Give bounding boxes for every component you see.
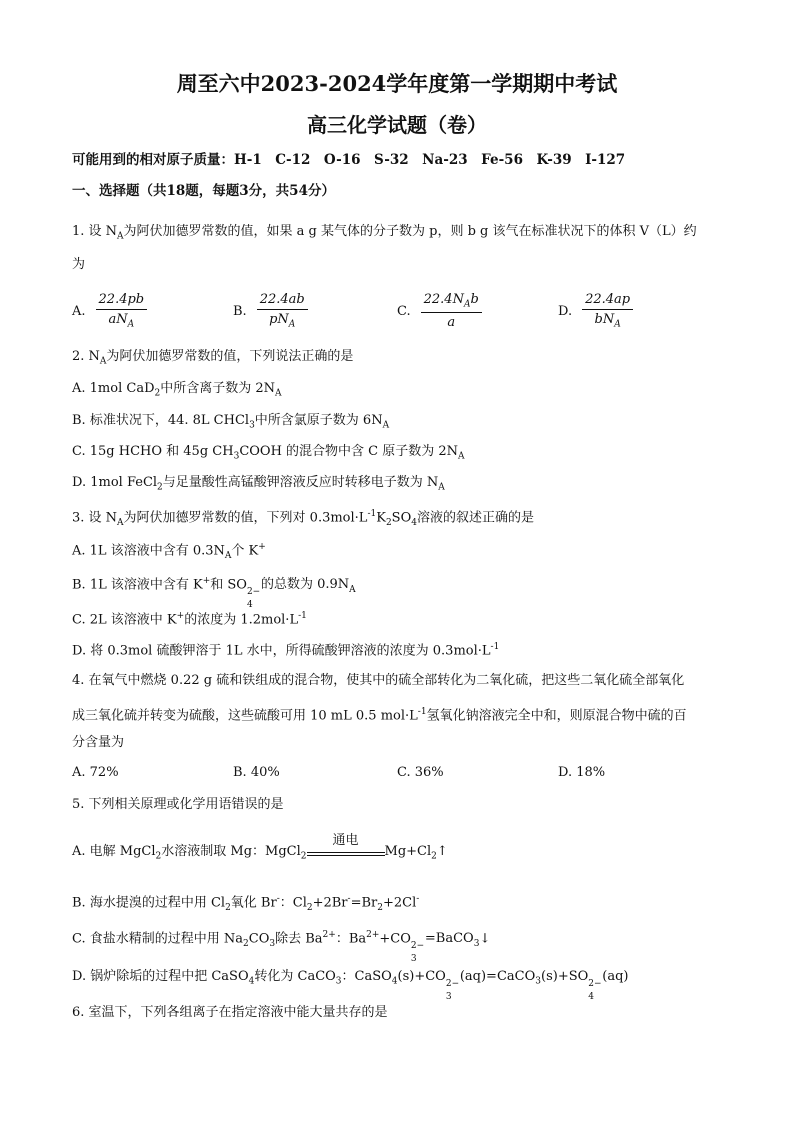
seg: (s)+SO (541, 969, 589, 984)
question-1-stem (72, 222, 752, 247)
seg: 的浓度为 1.2mol·L (184, 612, 299, 628)
seg-sub: 2 (157, 482, 163, 493)
den-sub: A (127, 319, 135, 330)
question-4-stem-2 (72, 702, 752, 726)
question-2-stem (72, 347, 752, 372)
seg: 中所含离子数为 2N (160, 381, 276, 396)
seg-sub: A (117, 517, 124, 528)
denominator: a (447, 314, 456, 330)
seg-sub: A (438, 482, 445, 493)
seg: ：Ba (335, 931, 367, 947)
numerator: 22.4ab (257, 292, 308, 310)
denominator (96, 310, 148, 330)
fraction (257, 292, 308, 330)
seg: 的总数为 0.9N (260, 577, 350, 593)
electrolysis-equals-sign (307, 832, 385, 861)
seg-sub: 2 (306, 902, 313, 913)
option-letter: D. (558, 303, 573, 319)
q1-option-c[interactable] (397, 288, 482, 334)
q1-sub: A (117, 231, 124, 242)
ion-sub: 4 (588, 992, 595, 1002)
ion-sub: 4 (246, 600, 253, 611)
seg-sup: + (176, 611, 185, 621)
ion-sup: 2− (410, 941, 425, 952)
seg-sub: 3 (535, 976, 541, 987)
num-sub: A (463, 299, 471, 310)
equals-bar (307, 852, 385, 853)
den-sub: A (288, 319, 296, 330)
q4-option-d[interactable]: D. 18% (558, 765, 606, 780)
seg-sup: - (276, 894, 280, 904)
seg: 与足量酸性高锰酸钾溶液反应时转移电子数为 N (162, 475, 439, 490)
precipitate-arrow: ↓ (479, 931, 491, 947)
seg: =Br (350, 895, 378, 911)
seg-sup: - (347, 894, 351, 904)
ion-sub: 3 (445, 992, 452, 1002)
seg-sup: -1 (490, 642, 500, 652)
option-letter: B. (233, 303, 247, 319)
seg-sup: - (416, 894, 420, 904)
seg: D. 1mol FeCl (72, 475, 158, 490)
q4-option-b[interactable]: B. 40% (233, 765, 280, 780)
seg-sup: -1 (367, 509, 377, 519)
den-text: bN (594, 312, 615, 328)
seg: C. 2L 该溶液中 K (72, 612, 177, 628)
seg: COOH 的混合物中含 C 原子数为 2N (239, 444, 459, 459)
denominator (582, 310, 633, 330)
seg: B. 1L 该溶液中含有 K (72, 577, 203, 593)
equals-bar (307, 855, 385, 856)
seg-sub: 3 (233, 451, 240, 462)
seg-sub: 2 (300, 851, 307, 862)
seg-sub: 2 (154, 388, 161, 399)
q5-option-d[interactable] (72, 967, 752, 1002)
q5-option-c[interactable] (72, 925, 752, 965)
atomic-masses: 可能用到的相对原子质量：H-1 C-12 O-16 S-32 Na-23 Fe-56 K-39 I-127 (72, 152, 626, 168)
question-1-stem-cont: 为 (72, 257, 86, 272)
seg-sup: 2+ (322, 930, 336, 940)
exam-subtitle: 高三化学试题（卷） (307, 113, 487, 137)
seg: 溶液的叙述正确的是 (416, 510, 534, 526)
seg: A. 1L 该溶液中含有 0.3N (72, 543, 225, 559)
seg-sup: 2+ (366, 930, 380, 940)
seg: =BaCO (424, 931, 474, 947)
question-3-stem (72, 504, 752, 533)
seg: (aq)=CaCO (459, 969, 536, 984)
seg: 氢氧化钠溶液完全中和，则原混合物中硫的百 (426, 708, 687, 724)
exam-title: 周至六中2023-2024学年度第一学期期中考试 (176, 71, 618, 96)
seg: C. 食盐水精制的过程中用 Na (72, 931, 244, 947)
seg: 和 SO (210, 577, 247, 593)
seg: (s)+CO (397, 969, 446, 984)
q3-option-a[interactable] (72, 537, 752, 566)
seg: 个 K (231, 543, 259, 559)
question-4-stem-3: 分含量为 (72, 735, 125, 750)
q1-option-b[interactable] (233, 288, 308, 334)
q1-option-a[interactable] (72, 288, 147, 334)
q2-sub: A (99, 356, 107, 367)
numerator: 22.4pb (96, 292, 148, 310)
seg: +2Br (312, 895, 348, 911)
seg: (aq) (602, 969, 629, 984)
seg-sub: 3 (473, 938, 480, 949)
seg: 3. 设 N (72, 510, 118, 526)
question-4-stem-1: 4. 在氧气中燃烧 0.22 g 硫和铁组成的混合物，使其中的硫全部转化为二氧化硫，把这些二氧化硫全部氧化 (72, 673, 685, 688)
seg-sub: A (224, 550, 232, 561)
seg-sub: 2 (225, 902, 231, 913)
seg-sub: 2 (155, 851, 162, 862)
seg: A. 电解 MgCl (72, 844, 156, 859)
seg-sup: + (258, 542, 266, 552)
seg: +CO (379, 931, 411, 947)
seg: D. 将 0.3mol 硫酸钾溶于 1L 水中，所得硫酸钾溶液的浓度为 0.3mol·L (72, 643, 491, 659)
q3-option-d[interactable] (72, 637, 752, 661)
seg-sub: 2 (385, 517, 392, 528)
seg: 中所含氯原子数为 6N (254, 413, 383, 428)
seg: 为阿伏加德罗常数的值，下列对 0.3mol·L (123, 510, 368, 526)
ion-sup: 2− (445, 979, 460, 989)
q2-option-c[interactable] (72, 442, 752, 467)
seg-sub: A (349, 584, 356, 595)
section-heading: 一、选择题（共18题，每题3分，共54分） (72, 183, 335, 199)
seg: ：CaSO (341, 969, 392, 984)
fraction (96, 292, 148, 330)
fraction (582, 292, 633, 330)
seg-sub: 3 (269, 938, 276, 949)
seg: A. 1mol CaD (72, 381, 155, 396)
ion-sub: 3 (410, 954, 417, 965)
seg: K (376, 510, 386, 526)
seg: 氧化 Br (230, 895, 277, 911)
seg-sub: A (275, 388, 282, 399)
question-6-stem: 6. 室温下，下列各组离子在指定溶液中能大量共存的是 (72, 1005, 388, 1020)
q1-text-a: 1. 设 N (72, 224, 118, 239)
q2-option-d[interactable] (72, 473, 752, 498)
q5-option-a[interactable] (72, 832, 752, 867)
q4-option-a[interactable]: A. 72% (72, 765, 119, 780)
num-text: 22.4N (423, 292, 464, 308)
seg-sub: 4 (248, 976, 255, 987)
seg: 成三氧化硫并转变为硫酸，这些硫酸可用 10 mL 0.5 mol·L (72, 708, 418, 724)
seg: CO (248, 931, 270, 947)
q5-option-b[interactable] (72, 889, 752, 918)
num-tail: b (470, 292, 479, 308)
seg-sup: + (202, 576, 211, 586)
ion-sup: 2− (588, 979, 602, 989)
seg-sub: 3 (249, 420, 255, 431)
seg-sub: 4 (391, 976, 398, 987)
seg: B. 标准状况下，44. 8L CHCl (72, 413, 250, 428)
seg: ：Cl (279, 895, 307, 911)
gas-arrow: ↑ (436, 844, 448, 859)
seg-sup: -1 (417, 707, 427, 717)
den-sub: A (614, 319, 621, 330)
seg-sub: 4 (411, 517, 417, 528)
fraction (421, 292, 482, 330)
seg-sub: 3 (335, 976, 342, 987)
seg: C. 15g HCHO 和 45g CH (72, 444, 234, 459)
numerator: 22.4ap (582, 292, 633, 310)
seg: 转化为 CaCO (254, 969, 336, 984)
den-text: aN (108, 312, 128, 328)
seg: SO (391, 510, 412, 526)
option-letter: C. (397, 303, 411, 319)
seg-sub: A (458, 451, 465, 462)
question-5-stem: 5. 下列相关原理或化学用语错误的是 (72, 797, 284, 812)
seg-sub: A (382, 420, 390, 431)
ion-sup: 2− (246, 587, 261, 598)
seg-sub: 2 (431, 851, 437, 862)
seg: Mg+Cl (384, 844, 432, 859)
q3-option-c[interactable] (72, 606, 752, 630)
denominator (257, 310, 308, 330)
q1-text-b: 为阿伏加德罗常数的值，如果 a g 某气体的分子数为 p，则 b g 该气在标准状况下的体积 V（L）约 (123, 224, 697, 239)
q1-option-d[interactable] (558, 288, 633, 334)
seg: 水溶液制取 Mg：MgCl (161, 844, 301, 859)
seg-sub: 2 (243, 938, 249, 949)
den-text: pN (269, 312, 289, 328)
q2-text-a: 2. N (72, 349, 100, 364)
seg-sub: 2 (377, 902, 383, 913)
seg: B. 海水提溴的过程中用 Cl (72, 895, 226, 911)
condition-label: 通电 (332, 832, 359, 848)
q2-text-b: 为阿伏加德罗常数的值，下列说法正确的是 (106, 349, 354, 364)
option-letter: A. (72, 303, 86, 319)
seg: D. 锅炉除垢的过程中把 CaSO (72, 969, 249, 984)
q4-option-c[interactable]: C. 36% (397, 765, 444, 780)
seg: +2Cl (382, 895, 417, 911)
numerator (421, 292, 482, 313)
seg: 除去 Ba (275, 931, 323, 947)
q2-option-a[interactable] (72, 379, 752, 404)
q2-option-b[interactable] (72, 411, 752, 436)
seg-sup: -1 (298, 611, 307, 621)
q3-option-b[interactable] (72, 571, 752, 611)
